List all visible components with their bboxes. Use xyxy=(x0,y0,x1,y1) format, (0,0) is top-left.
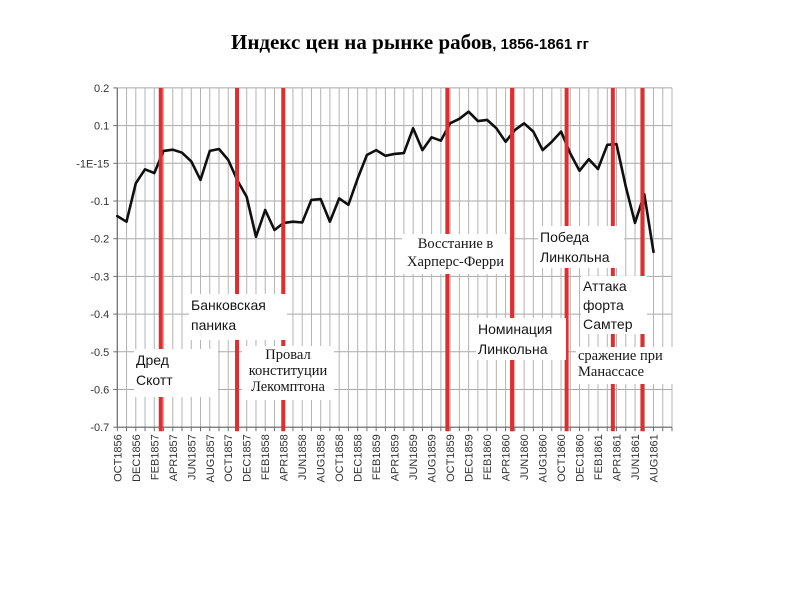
y-tick-label: -0.5 xyxy=(90,346,110,359)
x-tick-label: AUG1861 xyxy=(648,434,661,483)
event-label-line: Провал xyxy=(265,347,311,363)
event-label-line: форта xyxy=(583,297,624,313)
x-tick-label: FEB1857 xyxy=(149,434,162,481)
x-tick-label: JUN1857 xyxy=(186,434,199,481)
x-tick-label: JUN1858 xyxy=(297,434,310,481)
event-label-line: Самтер xyxy=(583,316,633,332)
y-tick-label: -0.6 xyxy=(90,384,110,397)
x-tick-label: FEB1860 xyxy=(482,434,495,481)
x-tick-label: APR1858 xyxy=(278,434,291,482)
event-label-line: сражение при xyxy=(578,348,663,364)
event-label-line: Лекомптона xyxy=(251,379,325,395)
event-label-line: паника xyxy=(191,317,237,333)
event-label-line: Скотт xyxy=(136,372,173,388)
x-tick-label: DEC1859 xyxy=(463,434,476,482)
event-label-line: Харперс-Ферри xyxy=(406,254,505,270)
y-tick-label: -1E-15 xyxy=(76,158,110,171)
event-label-line: Аттака xyxy=(583,278,627,294)
event-label-line: Линкольна xyxy=(478,341,548,357)
y-tick-label: -0.3 xyxy=(90,271,110,284)
x-tick-label: OCT1856 xyxy=(112,434,125,482)
x-tick-label: DEC1860 xyxy=(574,434,587,482)
event-label-line: Восстание в xyxy=(417,236,494,252)
x-tick-label: OCT1860 xyxy=(556,434,569,482)
x-tick-label: FEB1858 xyxy=(260,434,273,481)
x-tick-label: AUG1858 xyxy=(315,434,328,483)
event-label-line: Победа xyxy=(540,229,590,245)
event-label-line: Манассасе xyxy=(578,364,645,380)
event-label-line: Банковская xyxy=(191,297,266,313)
x-tick-label: AUG1857 xyxy=(204,434,217,483)
x-tick-label: OCT1857 xyxy=(223,434,236,482)
x-tick-label: APR1859 xyxy=(389,434,402,482)
x-tick-label: JUN1861 xyxy=(630,434,643,481)
x-tick-label: APR1860 xyxy=(500,434,513,482)
event-label-line: Линкольна xyxy=(540,249,610,265)
x-tick-label: DEC1857 xyxy=(241,434,254,482)
x-tick-label: APR1861 xyxy=(611,434,624,482)
y-tick-label: -0.2 xyxy=(90,233,110,246)
x-tick-label: OCT1859 xyxy=(445,434,458,482)
y-tick-label: 0.1 xyxy=(94,120,110,133)
y-tick-label: -0.7 xyxy=(90,422,110,435)
x-tick-label: AUG1859 xyxy=(426,434,439,483)
event-label-line: Номинация xyxy=(478,321,553,337)
y-tick-label: 0.2 xyxy=(94,82,110,95)
chart-title-suffix: , 1856-1861 гг xyxy=(492,36,589,53)
x-tick-label: DEC1856 xyxy=(130,434,143,482)
x-tick-label: OCT1858 xyxy=(334,434,347,482)
event-label-line: Дред xyxy=(136,352,169,368)
x-tick-label: DEC1858 xyxy=(352,434,365,482)
chart-title-main: Индекс цен на рынке рабов xyxy=(231,30,493,54)
x-tick-label: JUN1859 xyxy=(408,434,421,481)
x-tick-label: AUG1860 xyxy=(537,434,550,483)
x-tick-label: FEB1859 xyxy=(371,434,384,481)
y-tick-label: -0.1 xyxy=(90,196,110,208)
y-tick-label: -0.4 xyxy=(90,309,110,322)
x-tick-label: APR1857 xyxy=(167,434,180,482)
x-tick-label: FEB1861 xyxy=(593,434,606,481)
event-label-line: конституции xyxy=(248,363,328,379)
x-tick-label: JUN1860 xyxy=(519,434,532,481)
